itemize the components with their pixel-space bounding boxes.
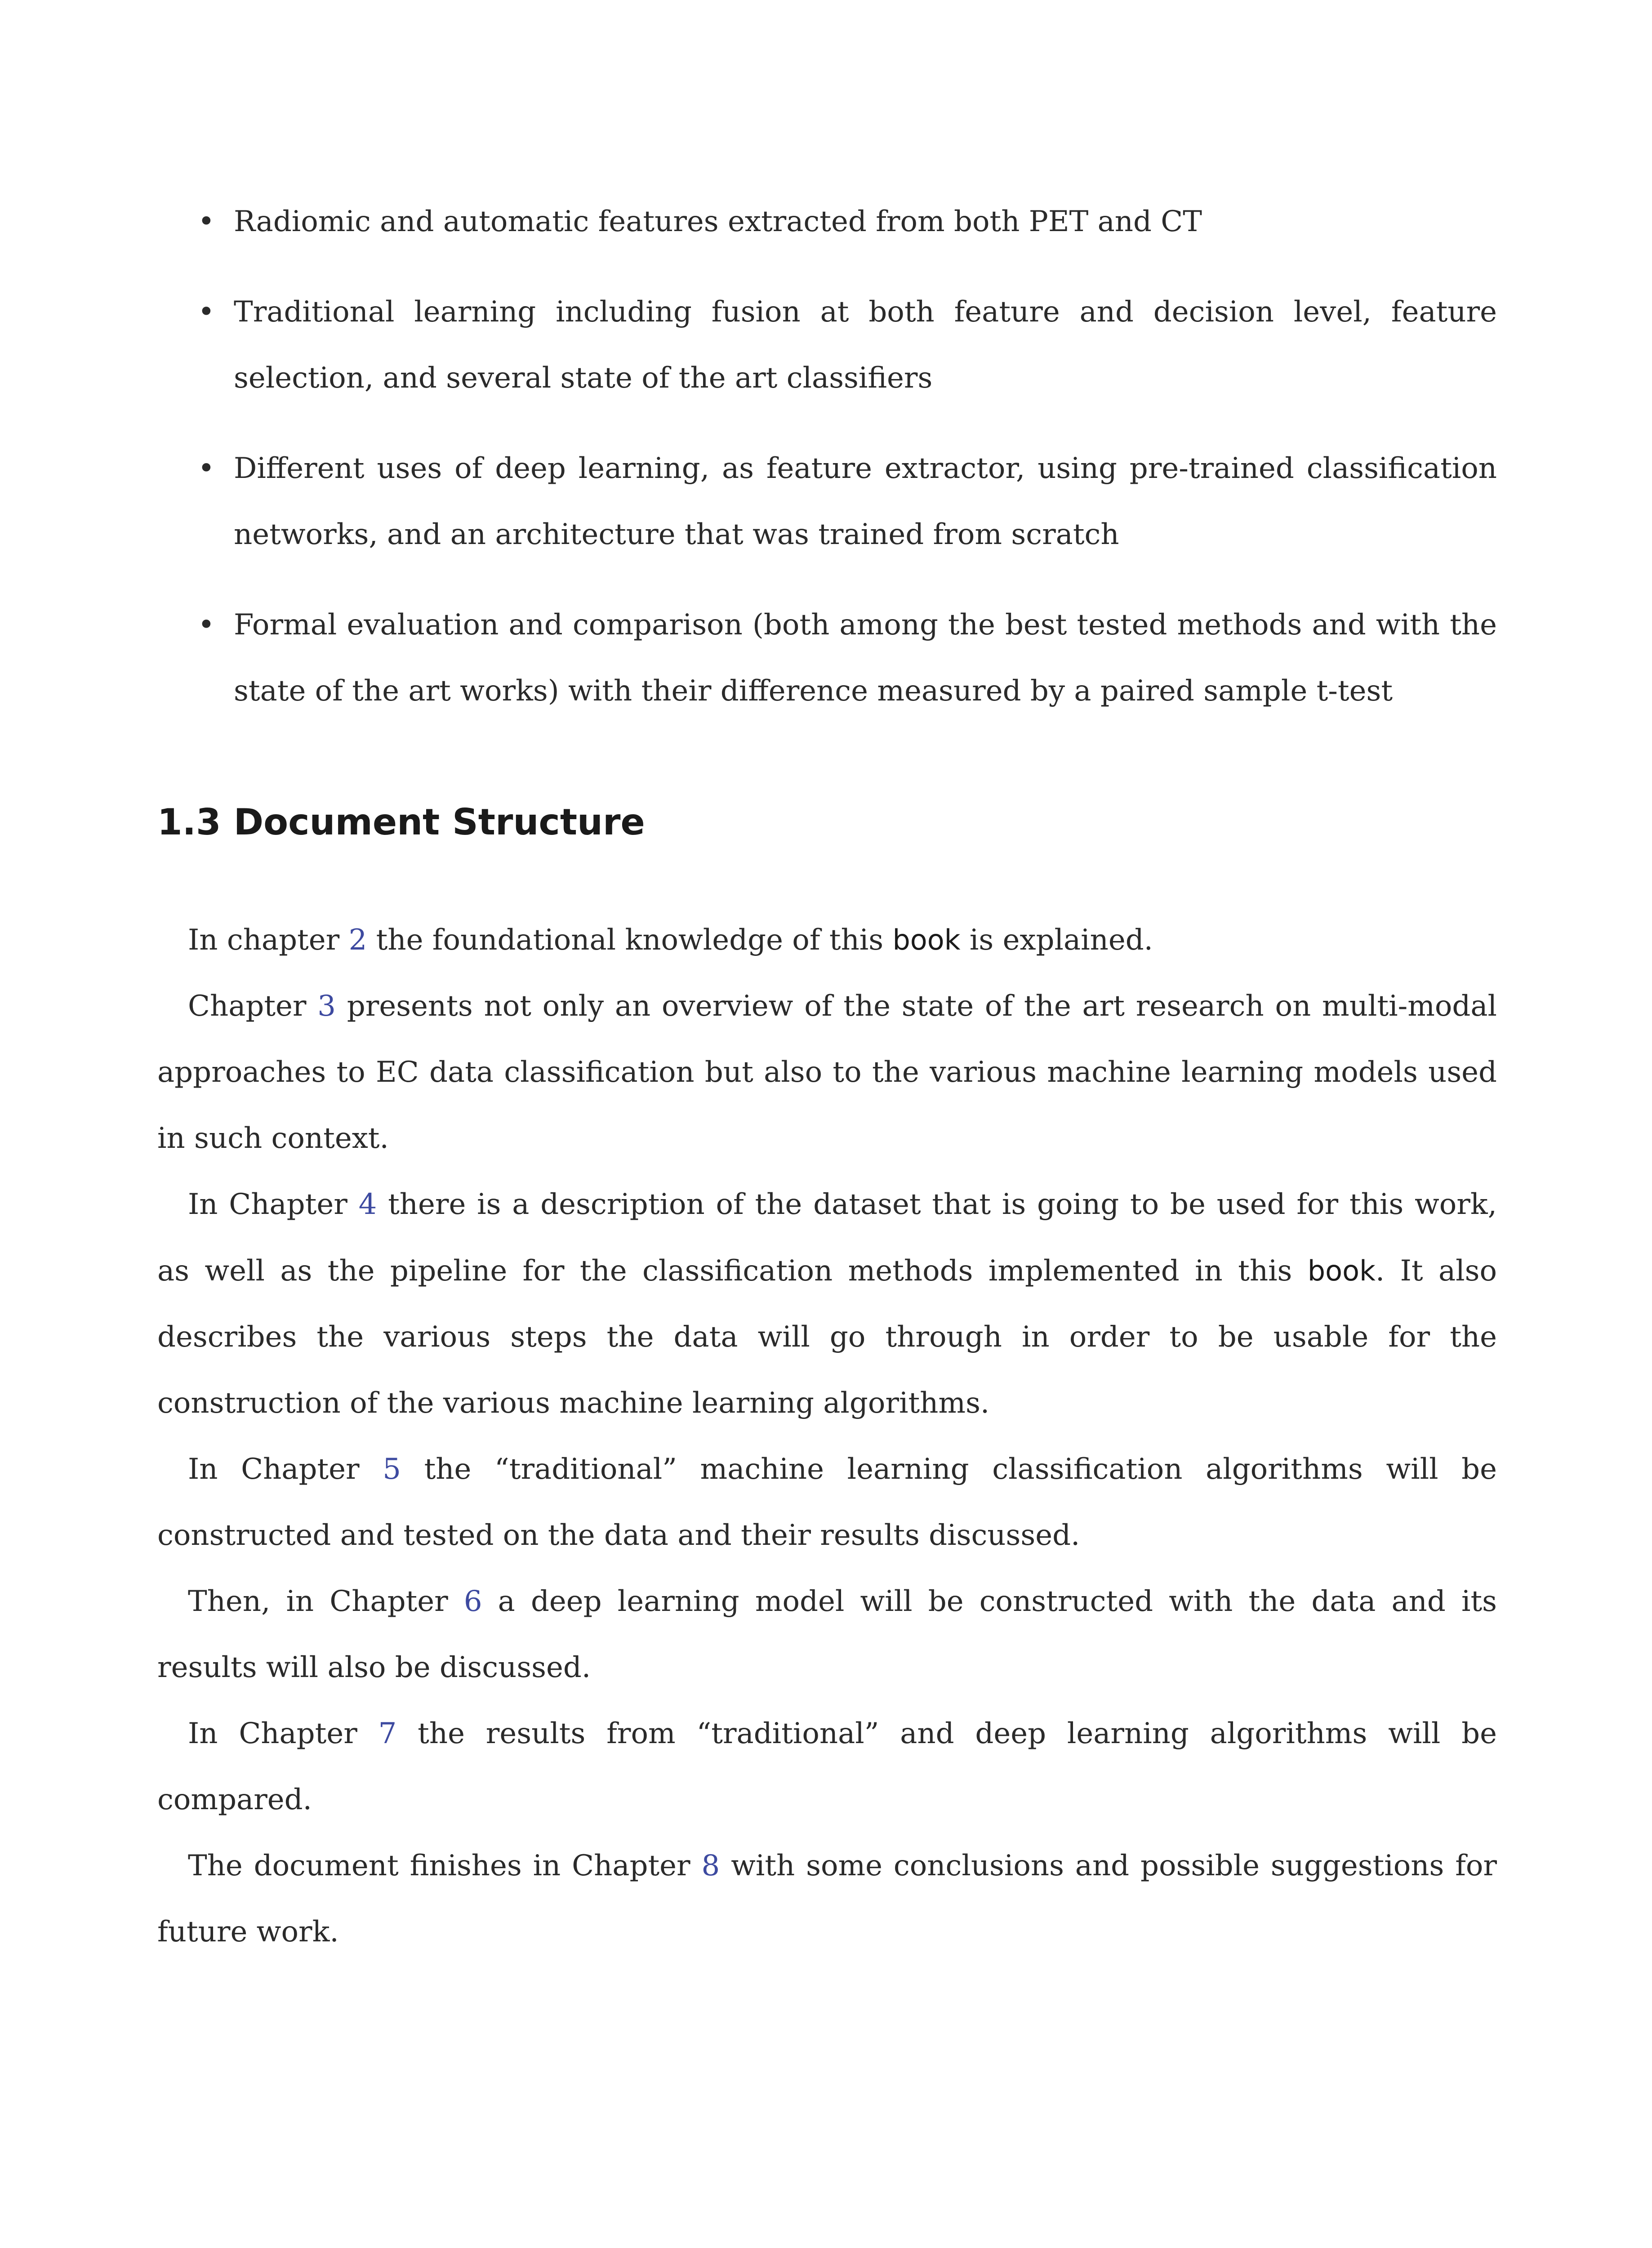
chapter-link[interactable]: 7 (378, 1717, 397, 1750)
book-term: book (1307, 1254, 1376, 1287)
paragraph-chapter-2: In chapter 2 the foundational knowledge of this book is explained. (188, 923, 1153, 957)
bullet-icon: • (198, 452, 215, 485)
paragraph-chapter-8: The document finishes in Chapter 8 with some conclusions and possible suggestions for future work. (157, 1849, 1497, 1949)
paragraph-chapter-5: In Chapter 5 the “traditional” machine learning classification algorithms will be constructed and tested on the data and their results discussed. (157, 1453, 1497, 1552)
list-item: • Different uses of deep learning, as feature extractor, using pre-trained classification networks, and an architecture that was trained from scratch (157, 436, 1497, 568)
paragraph-chapter-3: Chapter 3 presents not only an overview of the state of the art research on multi-modal approaches to EC data classification but also to the various machine learning models used in such context. (157, 990, 1497, 1155)
paragraph-chapter-7: In Chapter 7 the results from “traditional” and deep learning algorithms will be compared. (157, 1717, 1497, 1816)
list-item: • Formal evaluation and comparison (both among the best tested methods and with the state of the art works) with their difference measured by a paired sample t-test (157, 592, 1497, 724)
section-number: 1.3 (157, 801, 221, 843)
contribution-list (157, 189, 1497, 724)
chapter-link[interactable]: 4 (358, 1188, 377, 1221)
bullet-icon: • (198, 608, 215, 642)
chapter-link[interactable]: 6 (463, 1585, 482, 1618)
list-item: • Traditional learning including fusion at both feature and decision level, feature selection, and several state of the art classifiers (157, 279, 1497, 411)
book-term: book (892, 923, 961, 956)
page-content (157, 189, 1497, 1965)
paragraph-chapter-6: Then, in Chapter 6 a deep learning model will be constructed with the data and its results will also be discussed. (157, 1585, 1497, 1684)
bullet-icon: • (198, 295, 215, 329)
chapter-link[interactable]: 3 (317, 990, 336, 1023)
section-heading (157, 801, 1497, 844)
chapter-link[interactable]: 8 (701, 1849, 720, 1882)
bullet-icon: • (198, 205, 215, 238)
chapter-link[interactable]: 2 (348, 923, 367, 957)
section-title: Document Structure (233, 801, 645, 843)
paragraph-chapter-4: In Chapter 4 there is a description of the dataset that is going to be used for this work, as well as the pipeline for the classification methods implemented in this book. It also describes the various steps the data will go through in order to be usable for the construction of the various machine learning algorithms. (157, 1188, 1497, 1420)
chapter-link[interactable]: 5 (383, 1453, 401, 1486)
list-item: • Radiomic and automatic features extracted from both PET and CT (157, 189, 1497, 255)
